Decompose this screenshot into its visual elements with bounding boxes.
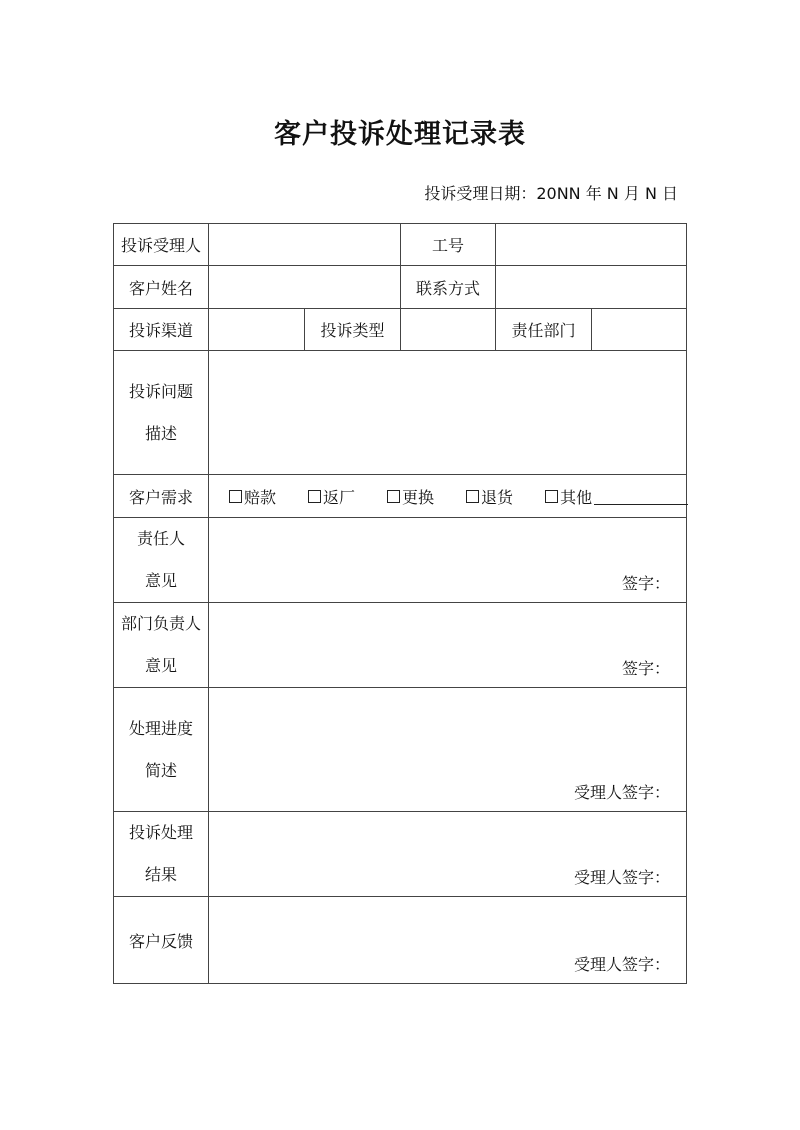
problem-label — [114, 351, 209, 475]
job-no-field[interactable] — [496, 224, 687, 266]
option-other[interactable] — [545, 485, 688, 508]
table-row — [114, 475, 687, 518]
responsible-label — [114, 518, 209, 603]
form-title: 客户投诉处理记录表 — [274, 119, 526, 150]
receiver-field[interactable] — [209, 224, 401, 266]
option-label: 其他 — [560, 487, 593, 507]
dept-field[interactable] — [592, 309, 687, 351]
result-label-line-2: 结果 — [144, 865, 177, 884]
channel-field[interactable] — [209, 309, 305, 351]
option-label: 返厂 — [323, 487, 356, 507]
type-field[interactable] — [401, 309, 496, 351]
checkbox-icon[interactable] — [466, 490, 479, 503]
result-label — [114, 812, 209, 897]
acceptance-date: 投诉受理日期：20NN 年 N 月 N 日 — [424, 184, 678, 203]
signature-label: 签字： — [621, 574, 670, 593]
progress-label-line-2: 简述 — [144, 760, 177, 780]
dept-head-label-line-1: 部门负责人 — [120, 614, 201, 633]
signature-label: 签字： — [621, 659, 670, 678]
dept-head-opinion-field[interactable] — [209, 603, 687, 688]
responsible-label-line-2: 意见 — [144, 571, 177, 590]
table-row — [114, 309, 687, 351]
option-compensation[interactable] — [229, 485, 276, 508]
table-row — [114, 812, 687, 897]
table-row — [114, 224, 687, 266]
table-row — [114, 688, 687, 812]
option-replace[interactable] — [387, 485, 434, 508]
feedback-label: 客户反馈 — [114, 897, 209, 984]
dept-head-label — [114, 603, 209, 688]
checkbox-icon[interactable] — [308, 490, 321, 503]
complaint-form-table — [113, 223, 687, 984]
option-return-factory[interactable] — [308, 485, 355, 508]
channel-label: 投诉渠道 — [114, 309, 209, 351]
customer-name-field[interactable] — [209, 266, 401, 309]
needs-options — [209, 475, 687, 518]
result-label-line-1: 投诉处理 — [128, 823, 193, 842]
checkbox-icon[interactable] — [387, 490, 400, 503]
other-blank-line[interactable] — [594, 488, 688, 505]
progress-label — [114, 688, 209, 812]
checkbox-icon[interactable] — [545, 490, 558, 503]
job-no-label: 工号 — [401, 224, 496, 266]
table-row — [114, 603, 687, 688]
result-field[interactable] — [209, 812, 687, 897]
needs-label: 客户需求 — [114, 475, 209, 518]
dept-label: 责任部门 — [496, 309, 592, 351]
checkbox-icon[interactable] — [229, 490, 242, 503]
receiver-signature-label: 受理人签字： — [573, 783, 670, 802]
customer-name-label: 客户姓名 — [114, 266, 209, 309]
receiver-signature-label: 受理人签字： — [573, 868, 670, 887]
option-label: 更换 — [402, 487, 435, 507]
progress-field[interactable] — [209, 688, 687, 812]
option-label: 退货 — [481, 487, 514, 507]
feedback-field[interactable] — [209, 897, 687, 984]
table-row — [114, 897, 687, 984]
responsible-label-line-1: 责任人 — [136, 529, 185, 548]
table-row — [114, 351, 687, 475]
table-row — [114, 266, 687, 309]
receiver-label: 投诉受理人 — [114, 224, 209, 266]
contact-field[interactable] — [496, 266, 687, 309]
contact-label: 联系方式 — [401, 266, 496, 309]
option-label: 赔款 — [244, 487, 277, 507]
receiver-signature-label: 受理人签字： — [573, 955, 670, 974]
problem-label-line-1: 投诉问题 — [128, 381, 193, 401]
responsible-opinion-field[interactable] — [209, 518, 687, 603]
option-refund[interactable] — [466, 485, 513, 508]
dept-head-label-line-2: 意见 — [144, 656, 177, 675]
problem-description-field[interactable] — [209, 351, 687, 475]
type-label: 投诉类型 — [305, 309, 401, 351]
progress-label-line-1: 处理进度 — [128, 718, 193, 738]
problem-label-line-2: 描述 — [144, 423, 177, 443]
table-row — [114, 518, 687, 603]
